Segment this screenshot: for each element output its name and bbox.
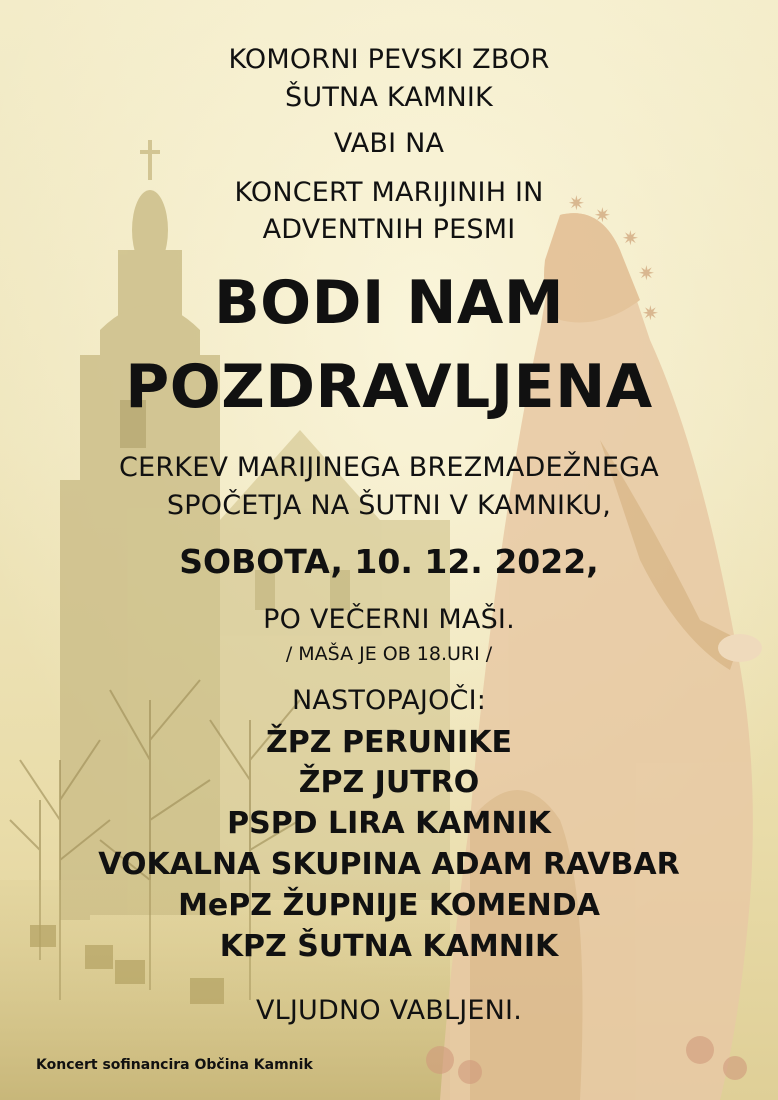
concert-line-2: ADVENTNIH PESMI <box>262 214 516 245</box>
invite-text: VABI NA <box>333 128 445 159</box>
svg-text:✷: ✷ <box>568 191 585 215</box>
venue-line-2: SPOČETJA NA ŠUTNI V KAMNIKU, <box>166 490 612 521</box>
svg-text:✷: ✷ <box>638 261 655 285</box>
svg-text:✷: ✷ <box>594 203 611 227</box>
performer-item: VOKALNA SKUPINA ADAM RAVBAR <box>98 847 680 882</box>
performers-heading: NASTOPAJOČI: <box>291 685 487 716</box>
organizer-line-1: KOMORNI PEVSKI ZBOR <box>228 44 550 75</box>
organizer-line-2: ŠUTNA KAMNIK <box>285 82 493 113</box>
svg-text:✷: ✷ <box>622 226 639 250</box>
performer-item: ŽPZ JUTRO <box>298 765 480 800</box>
closing-text: VLJUDNO VABLJENI. <box>255 995 522 1026</box>
performer-item: ŽPZ PERUNIKE <box>266 725 512 760</box>
performer-item: KPZ ŠUTNA KAMNIK <box>219 929 559 964</box>
event-time: PO VEČERNI MAŠI. <box>263 604 515 635</box>
svg-text:✷: ✷ <box>642 301 659 325</box>
title-line-1: BODI NAM <box>213 268 565 338</box>
sponsor-footer: Koncert sofinancira Občina Kamnik <box>36 1057 313 1073</box>
title-line-2: POZDRAVLJENA <box>125 352 653 422</box>
mass-time-note: / MAŠA JE OB 18.URI / <box>285 643 493 665</box>
performer-item: PSPD LIRA KAMNIK <box>227 806 551 841</box>
event-date: SOBOTA, 10. 12. 2022, <box>179 542 599 581</box>
venue-line-1: CERKEV MARIJINEGA BREZMADEŽNEGA <box>119 452 659 483</box>
performer-item: MePZ ŽUPNIJE KOMENDA <box>178 888 600 923</box>
concert-line-1: KONCERT MARIJINIH IN <box>234 177 544 208</box>
